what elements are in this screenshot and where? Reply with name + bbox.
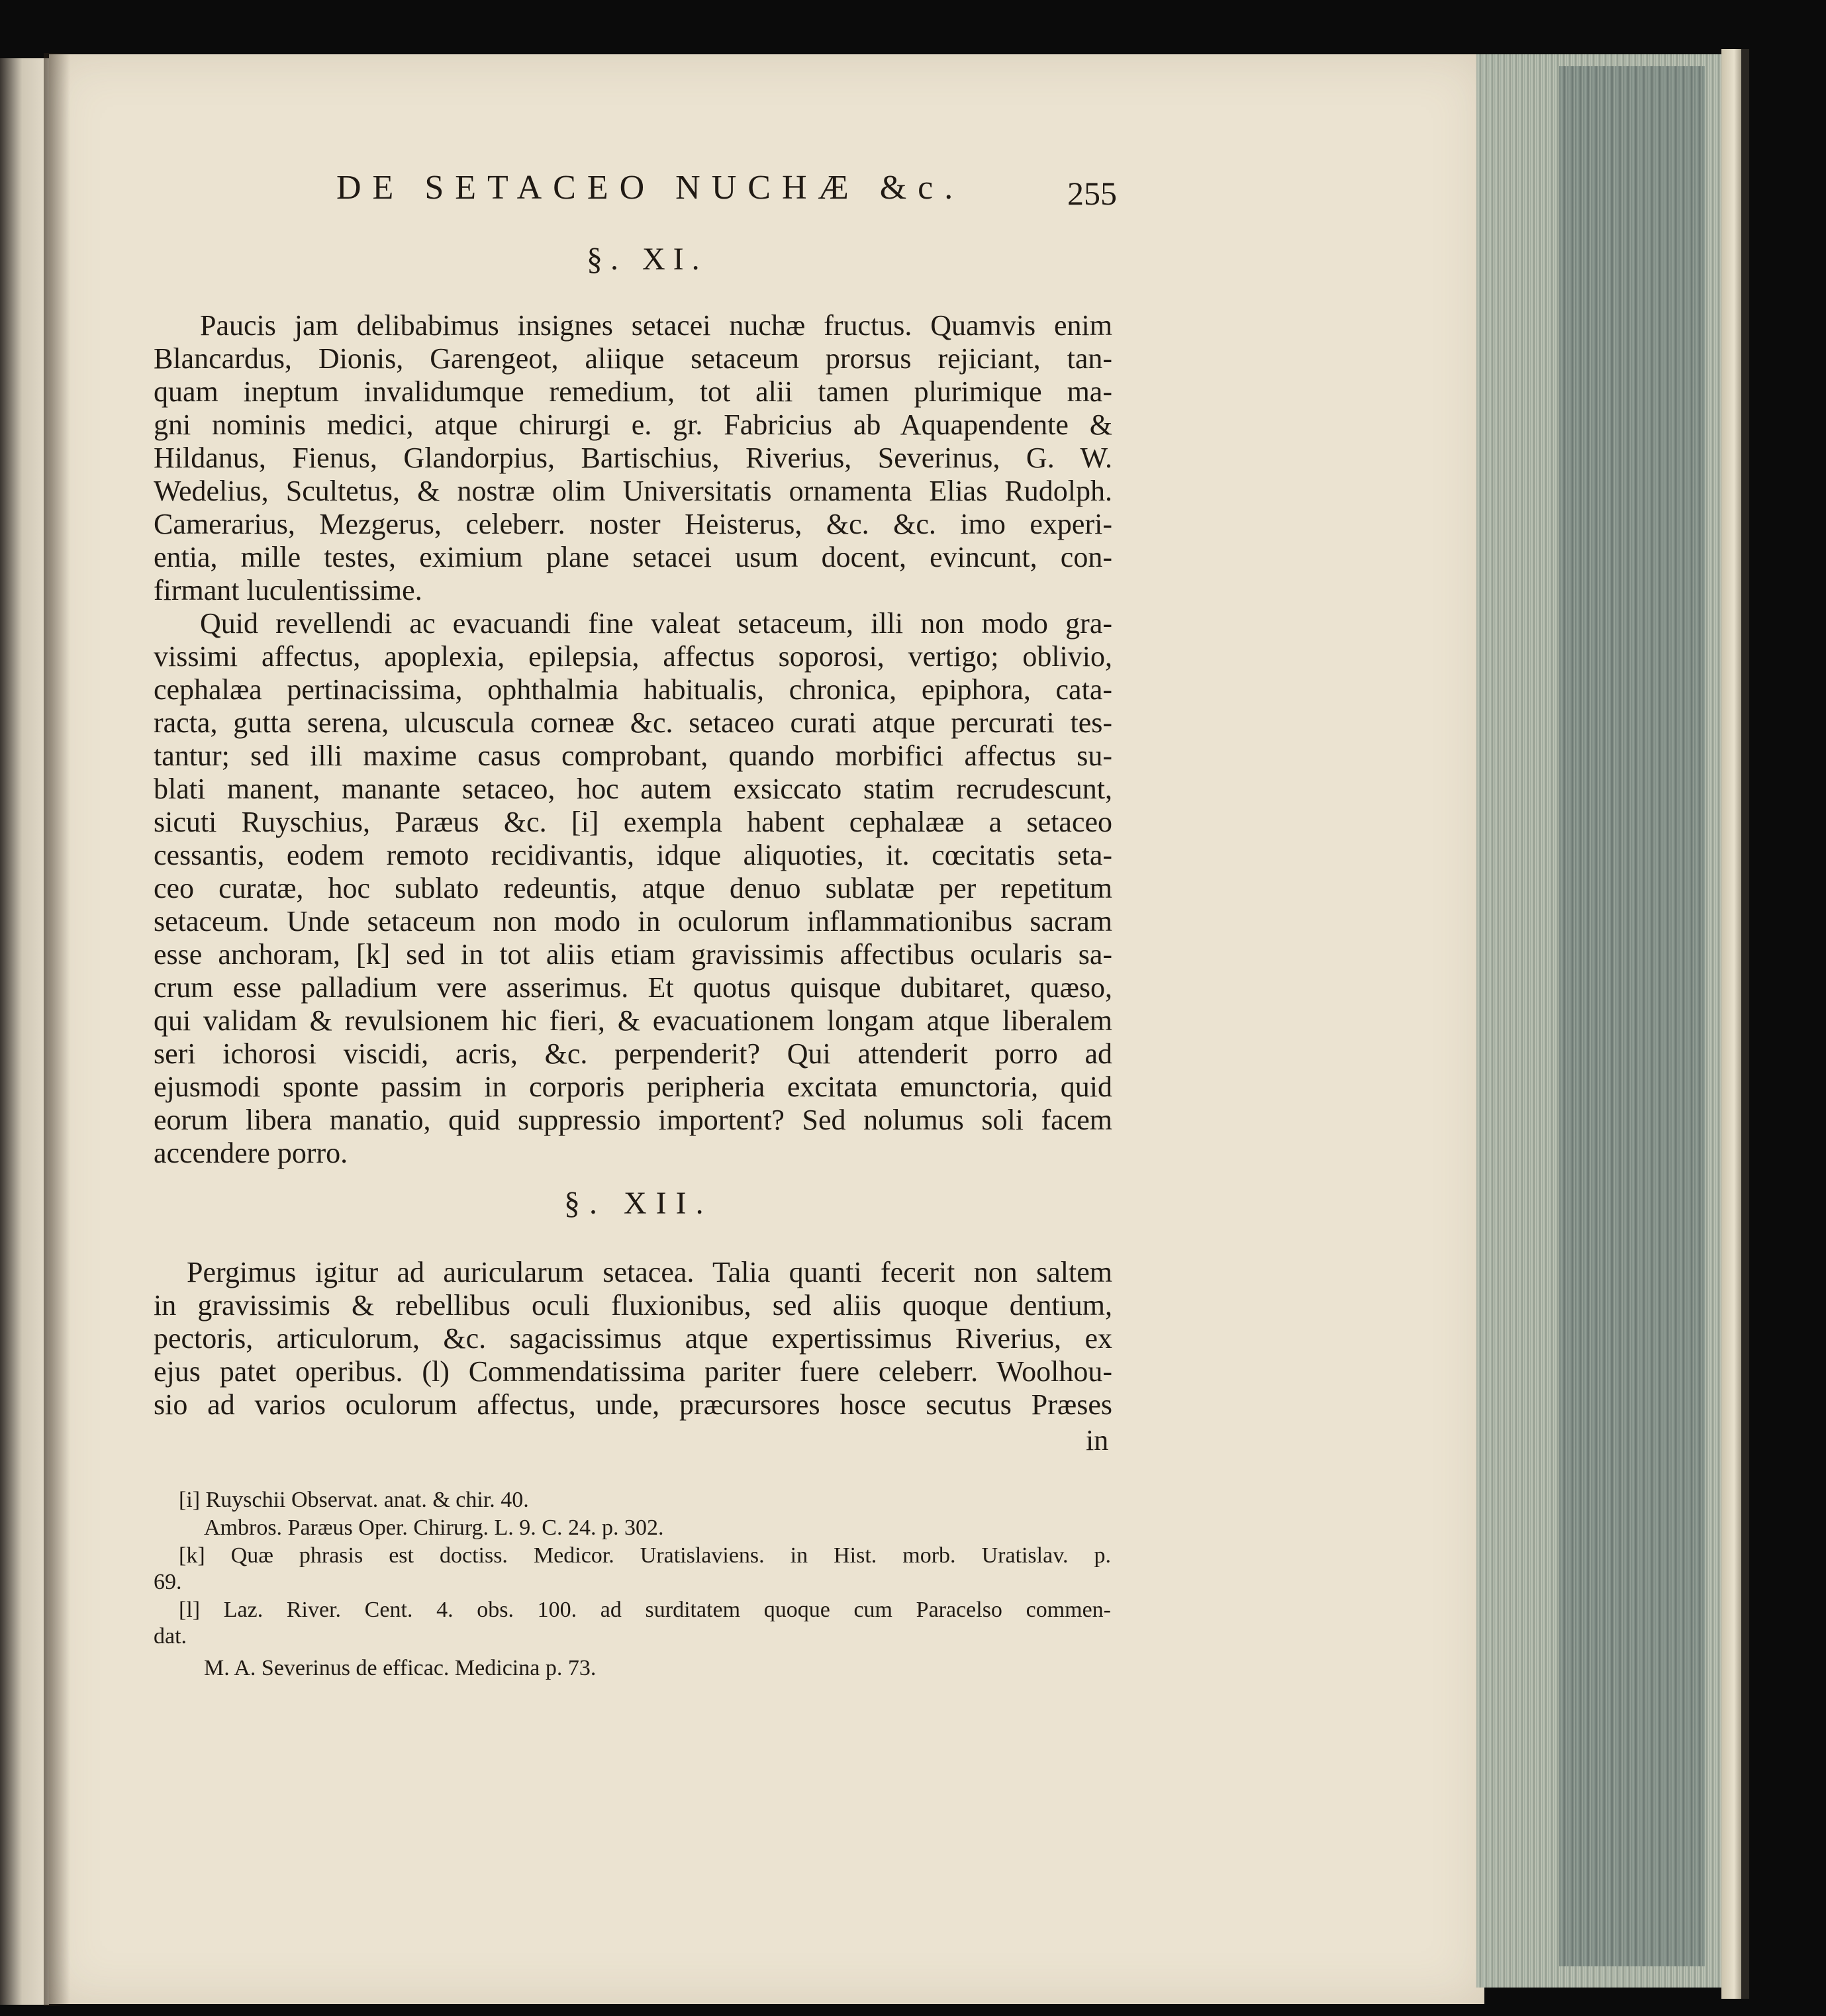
text-line: in gravissimis & rebellibus oculi fluxionibus, sed aliis quoque dentium, — [154, 1289, 1112, 1321]
footnote-line: [k] Quæ phrasis est doctiss. Medicor. Uratislaviens. in Hist. morb. Uratislav. p. — [179, 1543, 1111, 1568]
text-line: tantur; sed illi maxime casus comprobant, quando morbifici affectus su- — [154, 740, 1112, 772]
text-line: firmant luculentissime. — [154, 574, 422, 606]
text-line: pectoris, articulorum, &c. sagacissimus atque expertissimus Riverius, ex — [154, 1322, 1112, 1355]
text-line: cessantis, eodem remoto recidivantis, idque aliquoties, it. cœcitatis seta- — [154, 839, 1112, 871]
footnote-line: [i] Ruyschii Observat. anat. & chir. 40. — [179, 1488, 529, 1512]
text-line: quam ineptum invalidumque remedium, tot alii tamen plurimique ma- — [154, 375, 1112, 408]
text-line: Wedelius, Scultetus, & nostræ olim Universitatis ornamenta Elias Rudolph. — [154, 475, 1112, 507]
text-line: sio ad varios oculorum affectus, unde, præcursores hosce secutus Præses — [154, 1388, 1112, 1421]
catchword: in — [1086, 1424, 1109, 1457]
page-stack-shadow — [1559, 66, 1705, 1966]
text-line: crum esse palladium vere asserimus. Et quotus quisque dubitaret, quæso, — [154, 971, 1112, 1004]
section-heading-xi: §. XI. — [587, 242, 708, 277]
text-line: entia, mille testes, eximium plane setacei usum docent, evincunt, con- — [154, 541, 1112, 573]
text-line: eorum libera manatio, quid suppressio importent? Sed nolumus soli facem — [154, 1104, 1112, 1136]
running-head-title: DE SETACEO NUCHÆ &c. — [336, 169, 965, 207]
footnote-line: M. A. Severinus de efficac. Medicina p. 73. — [204, 1656, 597, 1680]
text-line: ejusmodi sponte passim in corporis peripheria excitata emunctoria, quid — [154, 1071, 1112, 1103]
left-page-edge — [0, 58, 49, 2005]
text-line: cephalæa pertinacissima, ophthalmia habitualis, chronica, epiphora, cata- — [154, 673, 1112, 706]
section-heading-xii: §. XII. — [564, 1186, 713, 1221]
text-line: esse anchoram, [k] sed in tot aliis etiam gravissimis affectibus ocularis sa- — [154, 938, 1112, 971]
text-line: Hildanus, Fienus, Glandorpius, Bartischius, Riverius, Severinus, G. W. — [154, 442, 1112, 474]
page-number: 255 — [1067, 175, 1117, 212]
text-line: setaceum. Unde setaceum non modo in oculorum inflammationibus sacram — [154, 905, 1112, 937]
text-line: accendere porro. — [154, 1137, 348, 1169]
book-cover-edge — [1721, 49, 1743, 1999]
text-line: seri ichorosi viscidi, acris, &c. perpenderit? Qui attenderit porro ad — [154, 1037, 1112, 1070]
text-line: Pergimus igitur ad auricularum setacea. Talia quanti fecerit non saltem — [187, 1256, 1112, 1288]
footnote-line: 69. — [154, 1570, 182, 1594]
footnote-line: [l] Laz. River. Cent. 4. obs. 100. ad surditatem quoque cum Paracelso commen- — [179, 1598, 1111, 1622]
text-line: gni nominis medici, atque chirurgi e. gr. Fabricius ab Aquapendente & — [154, 408, 1112, 441]
footnote-line: dat. — [154, 1624, 187, 1649]
text-line: Quid revellendi ac evacuandi fine valeat setaceum, illi non modo gra- — [200, 607, 1112, 640]
text-line: Camerarius, Mezgerus, celeberr. noster Heisterus, &c. &c. imo experi- — [154, 508, 1112, 540]
footnote-line: Ambros. Paræus Oper. Chirurg. L. 9. C. 24. p. 302. — [204, 1515, 664, 1540]
text-line: ceo curatæ, hoc sublato redeuntis, atque denuo sublatæ per repetitum — [154, 872, 1112, 904]
text-line: racta, gutta serena, ulcuscula corneæ &c. setaceo curati atque percurati tes- — [154, 706, 1112, 739]
book-outer-edge — [1741, 49, 1749, 1999]
text-line: Blancardus, Dionis, Garengeot, aliique setaceum prorsus rejiciant, tan- — [154, 342, 1112, 375]
gutter-shadow — [44, 53, 70, 2006]
text-line: blati manent, manante setaceo, hoc autem exsiccato statim recrudescunt, — [154, 773, 1112, 805]
text-line: Paucis jam delibabimus insignes setacei nuchæ fructus. Quamvis enim — [200, 309, 1112, 342]
text-line: vissimi affectus, apoplexia, epilepsia, affectus soporosi, vertigo; oblivio, — [154, 640, 1112, 673]
text-line: ejus patet operibus. (l) Commendatissima pariter fuere celeberr. Woolhou- — [154, 1355, 1112, 1388]
text-line: sicuti Ruyschius, Paræus &c. [i] exempla habent cephalææ a setaceo — [154, 806, 1112, 838]
text-line: qui validam & revulsionem hic fieri, & evacuationem longam atque liberalem — [154, 1004, 1112, 1037]
